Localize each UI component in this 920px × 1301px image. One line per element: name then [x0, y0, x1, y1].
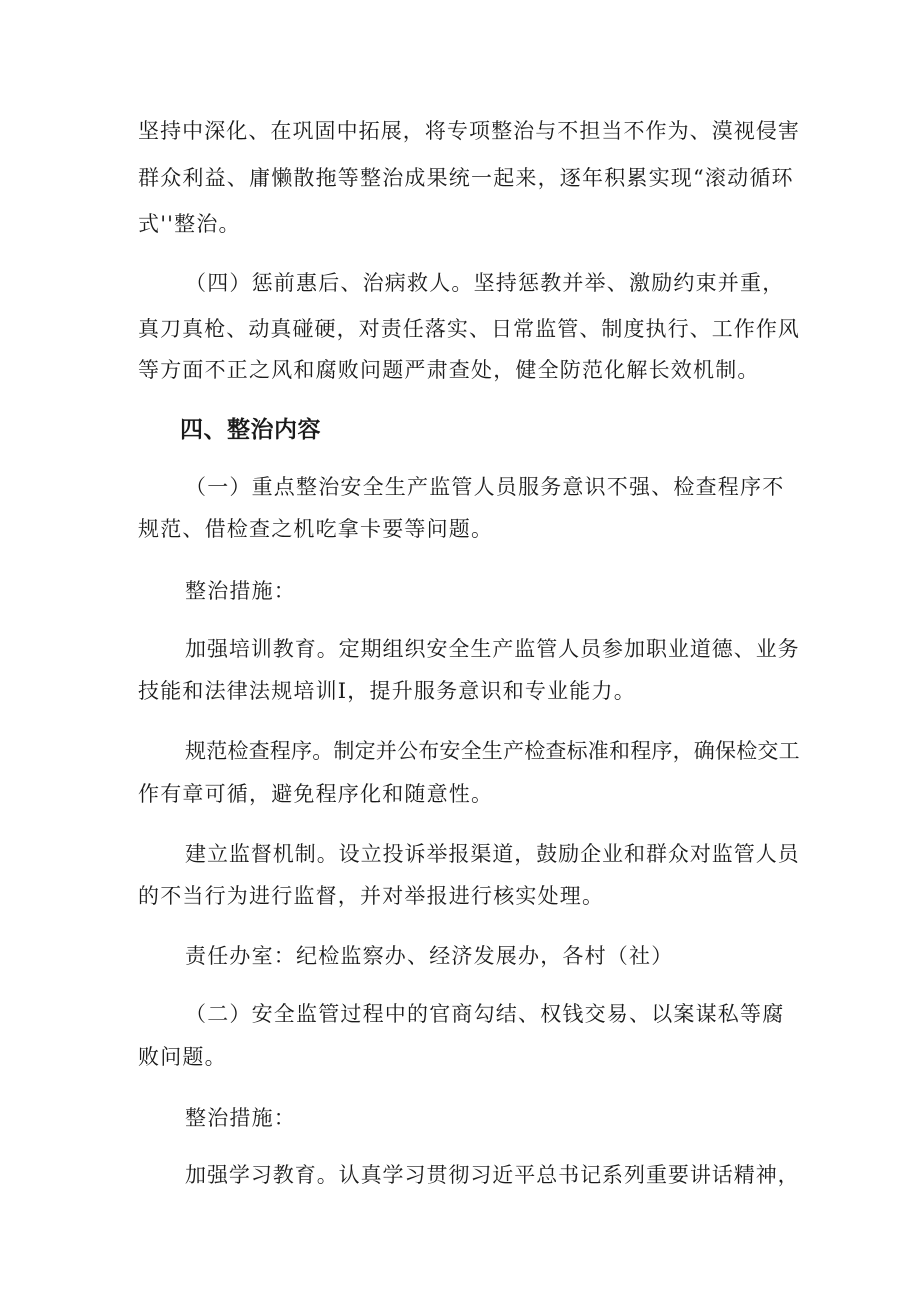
paragraph-line: 技能和法律法规培训I，提升服务意识和专业能力。 — [138, 679, 636, 703]
paragraph-line: 真刀真枪、动真碰硬，对责任落实、日常监管、制度执行、工作作风 — [138, 317, 800, 341]
paragraph-line: 等方面不正之风和腐败问题严肃查处，健全防范化解长效机制。 — [138, 358, 760, 382]
paragraph-line: 规范检查程序。制定并公布安全生产检查标准和程序，确保检交工 — [185, 739, 800, 763]
paragraph-line: 整治措施： — [185, 1106, 296, 1130]
paragraph-line: 建立监督机制。设立投诉举报渠道，鼓励企业和群众对监管人员 — [185, 842, 800, 866]
paragraph-line: 式''整治。 — [138, 212, 241, 236]
paragraph-line: 规范、借检查之机吃拿卡要等问题。 — [138, 517, 494, 541]
paragraph-line: （二）安全监管过程中的官商勾结、权钱交易、以案谋私等腐 — [185, 1002, 785, 1026]
paragraph-line: 加强学习教育。认真学习贯彻习近平总书记系列重要讲话精神， — [185, 1163, 800, 1187]
paragraph-line: 败问题。 — [138, 1045, 227, 1069]
paragraph-line: （一）重点整治安全生产监管人员服务意识不强、检查程序不 — [185, 475, 785, 499]
paragraph-line: 作有章可循，避免程序化和随意性。 — [138, 782, 494, 806]
paragraph-line: 整治措施： — [185, 579, 296, 603]
paragraph-line: 的不当行为进行监督，并对举报进行核实处理。 — [138, 884, 605, 908]
paragraph-line: （四）惩前惠后、治病救人。坚持惩教并举、激励约束并重， — [185, 271, 785, 295]
paragraph-line: 群众利益、庸懒散拖等整治成果统一起来，逐年积累实现“滚动循环 — [138, 166, 794, 190]
section-heading: 四、整治内容 — [180, 417, 321, 443]
paragraph-line: 加强培训教育。定期组织安全生产监管人员参加职业道德、业务 — [185, 637, 800, 661]
paragraph-line: 责任办室：纪检监察办、经济发展办，各村（社） — [185, 944, 674, 968]
paragraph-line: 坚持中深化、在巩固中拓展，将专项整治与不担当不作为、漠视侵害 — [138, 119, 800, 143]
